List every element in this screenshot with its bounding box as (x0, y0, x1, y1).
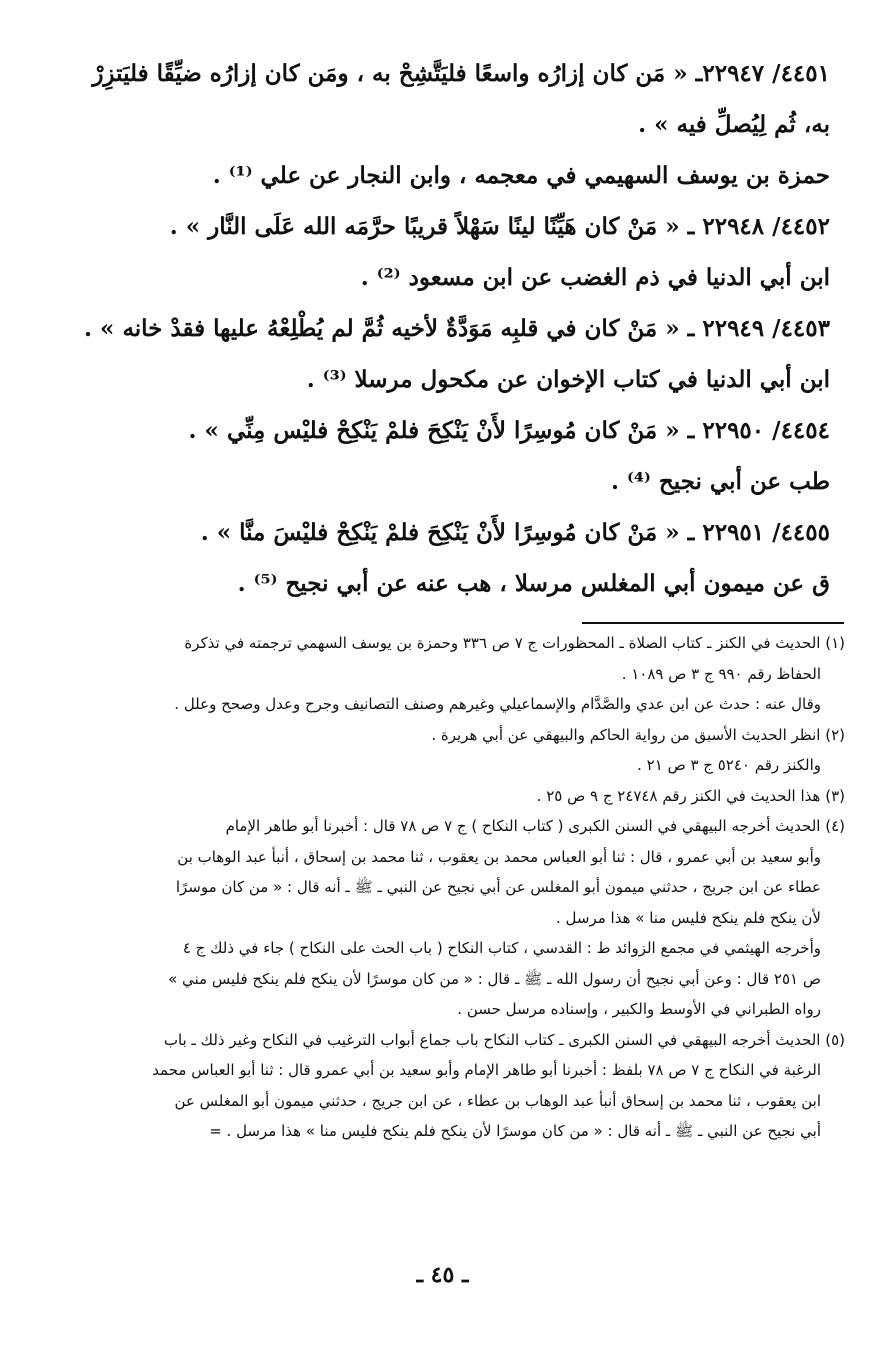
footnote-line: عطاء عن ابن جريج ، حدثني ميمون أبو المغلس عن أبي نجيح عن النبي ـ ﷺ ـ أنه قال : « من كان موسرًا (175, 878, 821, 896)
footnote-line: لأن ينكح فلم ينكح فليس منا » هذا مرسل . (556, 908, 821, 927)
source-line: طب عن أبي نجيح ⁽⁴⁾ . (611, 468, 830, 495)
footnote-line: أبي نجيح عن النبي ـ ﷺ ـ أنه قال : « من كان موسرًا لأن ينكح فلم ينكح فليس منا » هذا مرسل . = (209, 1122, 821, 1140)
footnote-divider (582, 622, 844, 624)
footnote-line: والكنز رقم ٥٢٤٠ ج ٣ ص ٢١ . (637, 756, 821, 774)
source-line: حمزة بن يوسف السهيمي في معجمه ، وابن النجار عن علي ⁽¹⁾ . (212, 162, 830, 189)
footnote-line: ابن يعقوب ، ثنا محمد بن إسحاق أنبأ عبد الوهاب بن عطاء ، عن ابن جريج ، حدثني ميمون أبو المغلس عن (174, 1091, 821, 1110)
hadith-line: ٤٤٥٣/ ٢٢٩٤٩ ـ « مَنْ كان في قلبِه مَوَدَّةٌ لأخيه ثُمَّ لم يُطْلِعْهُ عليها فقدْ خانه » . (84, 315, 830, 342)
source-line: ابن أبي الدنيا في كتاب الإخوان عن مكحول مرسلا ⁽³⁾ . (306, 366, 830, 393)
footnote-line: وأخرجه الهيثمي في مجمع الزوائد ط : القدسي ، كتاب النكاح ( باب الحث على النكاح ) جاء في ذلك ج ٤ (182, 939, 821, 957)
source-line: ابن أبي الدنيا في ذم الغضب عن ابن مسعود ⁽²⁾ . (360, 264, 830, 291)
hadith-line: ٤٤٥٥/ ٢٢٩٥١ ـ « مَنْ كان مُوسِرًا لأَنْ يَنْكِحَ فلمْ يَنْكِحْ فليْسَ منَّا » . (200, 519, 830, 546)
hadith-line: ٤٤٥١/ ٢٢٩٤٧ـ « مَن كان إزارُه واسعًا فليَتَّشِحْ به ، ومَن كان إزارُه ضيِّقًا فليَتزِرْ (92, 60, 830, 87)
footnote-line: الرغبة في النكاح ج ٧ ص ٧٨ بلفظ : أخبرنا أبو طاهر الإمام وأبو سعيد بن أبي عمرو قال : ثنا أبو العباس محمد (152, 1061, 821, 1079)
footnote-line: رواه الطبراني في الأوسط والكبير ، وإسناده مرسل حسن . (457, 1000, 821, 1018)
footnote-line: (٢) انظر الحديث الأسبق من رواية الحاكم والبيهقي عن أبي هريرة . (431, 725, 845, 744)
footnote-line: الحفاظ رقم ٩٩٠ ج ٣ ص ١٠٨٩ . (621, 664, 821, 683)
hadith-line: ٤٤٥٢/ ٢٢٩٤٨ ـ « مَنْ كان هَيِّنًا لينًا سَهْلاً قريبًا حرَّمَه الله عَلَى النَّار » . (169, 213, 830, 240)
hadith-line: به، ثُم لِيُصلِّ فيه » . (638, 111, 830, 138)
footnote-line: ص ٢٥١ قال : وعن أبي نجيح أن رسول الله ـ ﷺ ـ قال : « من كان موسرًا لأن ينكح فلم ينكح فليس مني » (168, 969, 821, 988)
footnote-line: (٤) الحديث أخرجه البيهقي في السنن الكبرى ( كتاب النكاح ) ج ٧ ص ٧٨ قال : أخبرنا أبو طاهر الإمام (225, 817, 845, 835)
hadith-text-block (62, 48, 830, 609)
footnotes-block (75, 628, 845, 1147)
hadith-line: ٤٤٥٤/ ٢٢٩٥٠ ـ « مَنْ كان مُوسِرًا لأَنْ يَنْكِحَ فلمْ يَنْكِحْ فليْس مِنِّي » . (188, 417, 830, 444)
footnote-line: (٣) هذا الحديث في الكنز رقم ٢٤٧٤٨ ج ٩ ص ٢٥ . (536, 786, 845, 805)
source-line: ق عن ميمون أبي المغلس مرسلا ، هب عنه عن أبي نجيح ⁽⁵⁾ . (237, 570, 830, 597)
footnote-line: وأبو سعيد بن أبي عمرو ، قال : ثنا أبو العباس محمد بن يعقوب ، ثنا محمد بن إسحاق ، أنبأ عبد الوهاب بن (177, 847, 821, 866)
footnote-line: (٥) الحديث أخرجه البيهقي في السنن الكبرى ـ كتاب النكاح باب جماع أبواب الترغيب في النكاح وغير ذلك ـ باب (163, 1030, 845, 1049)
footnote-line: (١) الحديث في الكنز ـ كتاب الصلاة ـ المحظورات ج ٧ ص ٣٣٦ وحمزة بن يوسف السهمي ترجمته في تذكرة (184, 634, 845, 652)
page-number: ـ ٤٥ ـ (416, 1262, 469, 1288)
footnote-line: وقال عنه : حدث عن ابن عدي والصَّدَّام والإسماعيلي وغيرهم وصنف التصانيف وجرح وعدل وصحح وعلل . (174, 695, 821, 713)
